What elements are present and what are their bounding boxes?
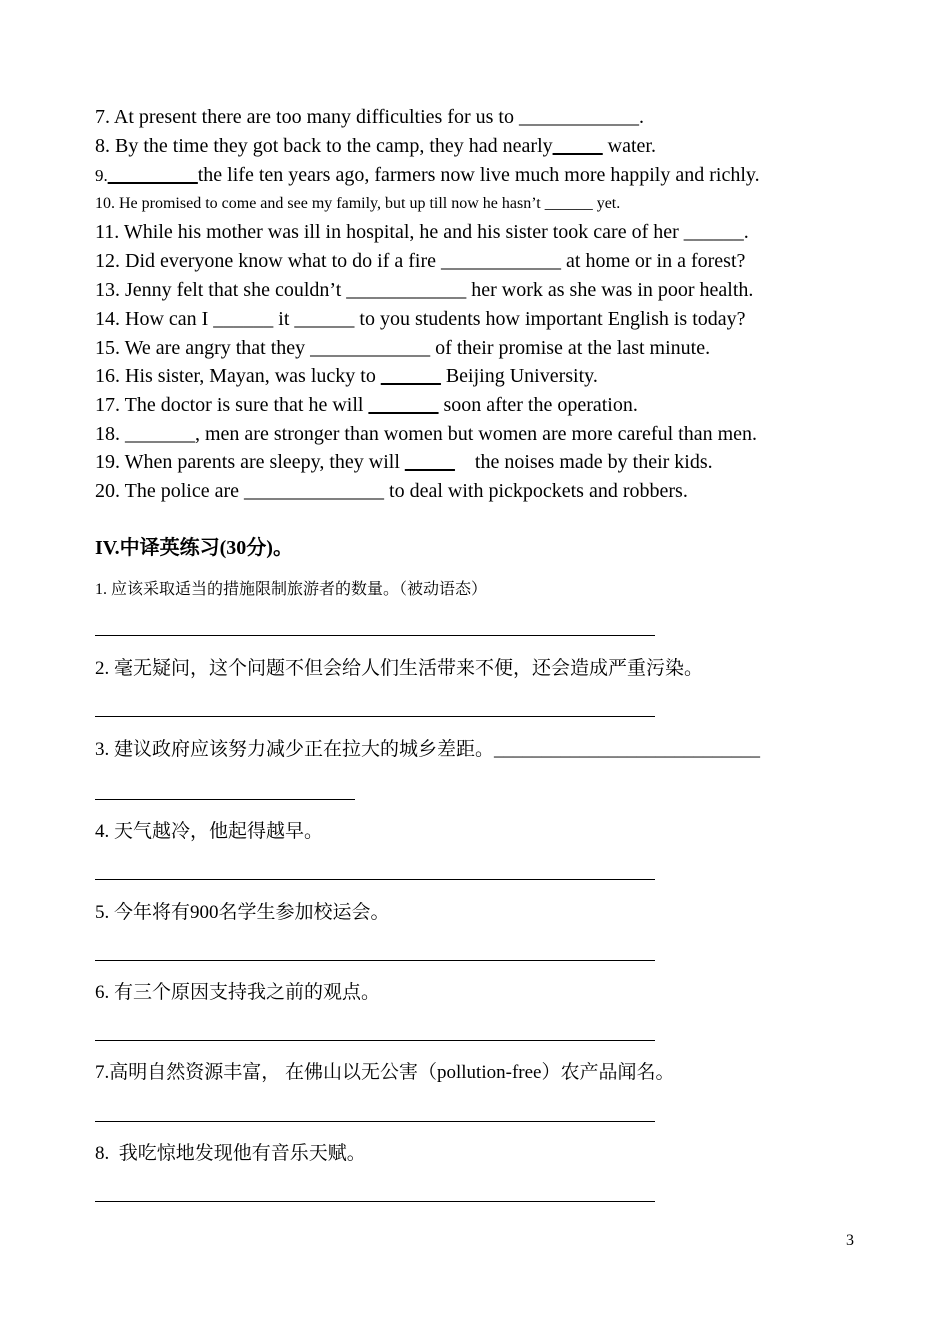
question-8-text: 8. By the time they got back to the camp, they had nearly — [95, 135, 553, 157]
question-9-text: the life ten years ago, farmers now live much more happily and richly. — [197, 164, 760, 186]
question-16-text-end: Beijing University. — [440, 365, 598, 387]
answer-line-8[interactable] — [95, 1201, 655, 1202]
answer-line-4[interactable] — [95, 879, 655, 880]
question-8 — [95, 134, 656, 158]
answer-line-3[interactable] — [95, 799, 355, 800]
question-16-blank[interactable]: ______ — [380, 365, 441, 387]
question-8-blank[interactable]: _____ — [552, 135, 603, 157]
translation-item-7: 7.高明自然资源丰富， 在佛山以无公害（pollution-free）农产品闻名。 — [95, 1062, 675, 1083]
question-11: 11. While his mother was ill in hospital, he and his sister took care of her ______. — [95, 221, 749, 243]
question-10: 10. He promised to come and see my family, but up till now he hasn’t ______ yet. — [95, 195, 621, 212]
question-8-text-end: water. — [602, 135, 656, 157]
question-17-text: 17. The doctor is sure that he will — [95, 394, 369, 416]
translation-item-3: 3. 建议政府应该努力减少正在拉大的城乡差距。____________________________ — [95, 739, 761, 760]
answer-line-6[interactable] — [95, 1040, 655, 1041]
question-16 — [95, 364, 598, 388]
question-20: 20. The police are ______________ to deal with pickpockets and robbers. — [95, 480, 688, 502]
page-number: 3 — [846, 1232, 854, 1249]
translation-item-2: 2. 毫无疑问，这个问题不但会给人们生活带来不便，还会造成严重污染。 — [95, 658, 704, 679]
question-17 — [95, 393, 638, 417]
translation-item-4: 4. 天气越冷，他起得越早。 — [95, 821, 324, 842]
question-19-blank[interactable]: _____ — [404, 451, 455, 473]
question-16-text: 16. His sister, Mayan, was lucky to — [95, 365, 381, 387]
question-18: 18. _______, men are stronger than women but women are more careful than men. — [95, 423, 758, 445]
question-12: 12. Did everyone know what to do if a fire ____________ at home or in a forest? — [95, 250, 746, 272]
question-19 — [95, 450, 713, 474]
question-9-blank[interactable]: _________ — [107, 164, 198, 186]
answer-line-5[interactable] — [95, 960, 655, 961]
answer-line-7[interactable] — [95, 1121, 655, 1122]
translation-item-1: 1. 应该采取适当的措施限制旅游者的数量。（被动语态） — [95, 581, 488, 598]
question-7: 7. At present there are too many difficulties for us to ____________. — [95, 106, 644, 128]
question-19-text: 19. When parents are sleepy, they will — [95, 451, 405, 473]
section-heading: IV.中译英练习(30分)。 — [95, 537, 293, 559]
question-17-blank[interactable]: _______ — [368, 394, 439, 416]
question-17-text-end: soon after the operation. — [438, 394, 638, 416]
translation-item-8: 8. 我吃惊地发现他有音乐天赋。 — [95, 1143, 366, 1164]
question-9 — [95, 163, 760, 188]
question-15: 15. We are angry that they ____________ of their promise at the last minute. — [95, 337, 711, 359]
answer-line-1[interactable] — [95, 635, 655, 636]
translation-item-5: 5. 今年将有900名学生参加校运会。 — [95, 902, 390, 923]
translation-item-6: 6. 有三个原因支持我之前的观点。 — [95, 982, 381, 1003]
answer-line-2[interactable] — [95, 716, 655, 717]
question-13: 13. Jenny felt that she couldn’t ____________ her work as she was in poor health. — [95, 279, 754, 301]
question-9-number: 9. — [95, 166, 108, 185]
question-19-text-end: the noises made by their kids. — [454, 451, 713, 473]
question-14: 14. How can I ______ it ______ to you students how important English is today? — [95, 308, 746, 330]
